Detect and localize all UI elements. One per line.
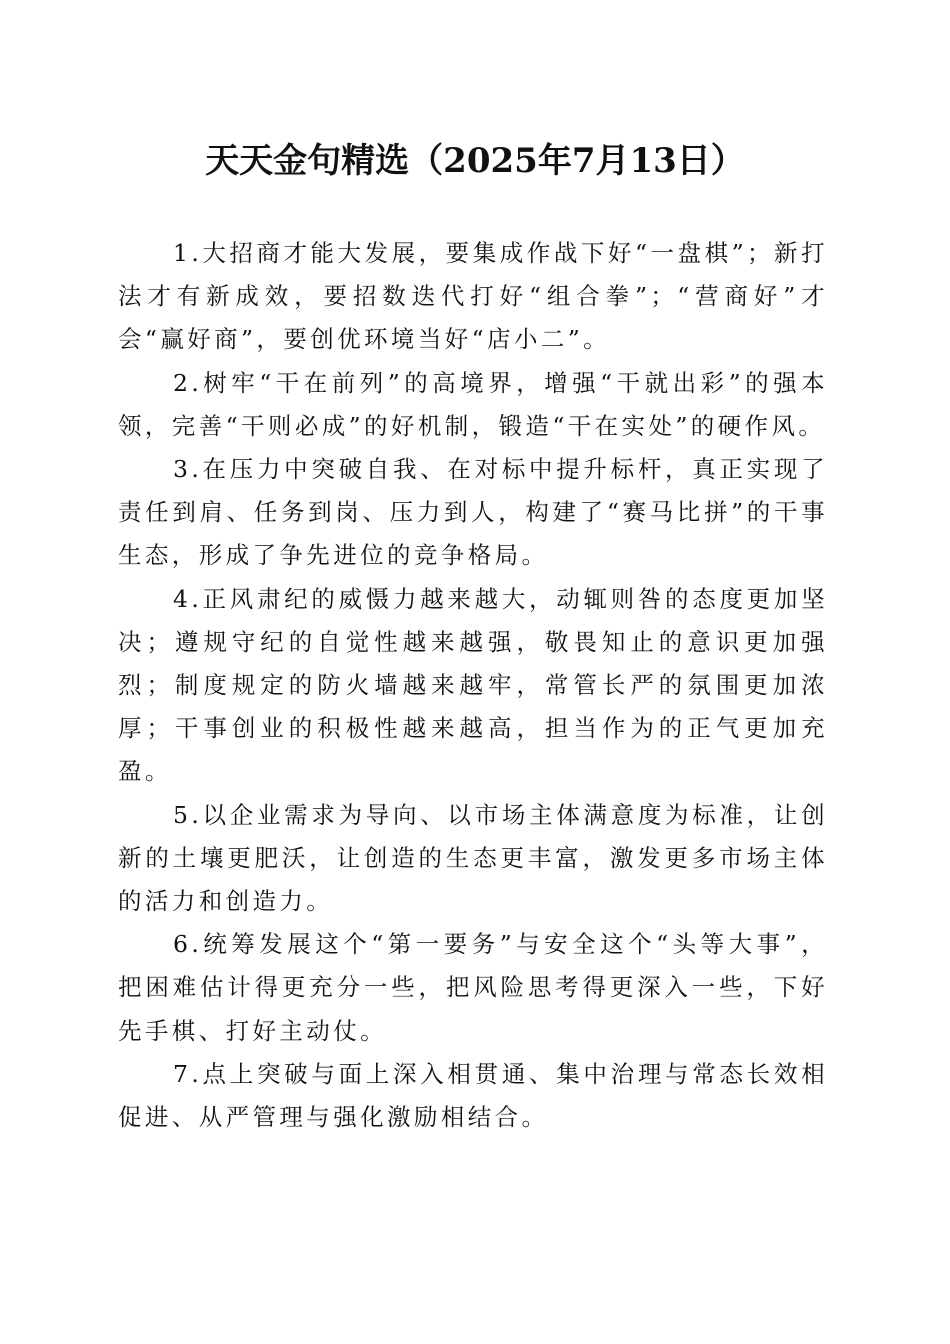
- paragraph-5: 5.以企业需求为导向、以市场主体满意度为标准，让创新的土壤更肥沃，让创造的生态更丰富，激发更多市场主体的活力和创造力。: [118, 800, 828, 916]
- paragraph-4: 4.正风肃纪的威慑力越来越大，动辄则咎的态度更加坚决；遵规守纪的自觉性越来越强，敬畏知止的意识更加强烈；制度规定的防火墙越来越牢，常管长严的氛围更加浓厚；干事创业的积极性越来越高，担当作为的正气更加充盈。: [118, 584, 828, 786]
- paragraph-6: 6.统筹发展这个“第一要务”与安全这个“头等大事”，把困难估计得更充分一些，把风险思考得更深入一些，下好先手棋、打好主动仗。: [118, 930, 828, 1045]
- document-body: [118, 232, 828, 1139]
- paragraph-7: 7.点上突破与面上深入相贯通、集中治理与常态长效相促进、从严管理与强化激励相结合。: [118, 1059, 828, 1132]
- paragraph-3: 3.在压力中突破自我、在对标中提升标杆，真正实现了责任到肩、任务到岗、压力到人，构建了“赛马比拼”的干事生态，形成了争先进位的竞争格局。: [118, 455, 828, 570]
- document-title: 天天金句精选（2025年7月13日）: [205, 141, 745, 181]
- paragraph-1: 1.大招商才能大发展，要集成作战下好“一盘棋”；新打法才有新成效，要招数迭代打好“组合拳”；“营商好”才会“赢好商”，要创优环境当好“店小二”。: [118, 239, 828, 354]
- paragraph-2: 2.树牢“干在前列”的高境界，增强“干就出彩”的强本领，完善“干则必成”的好机制，锻造“干在实处”的硬作风。: [118, 368, 828, 440]
